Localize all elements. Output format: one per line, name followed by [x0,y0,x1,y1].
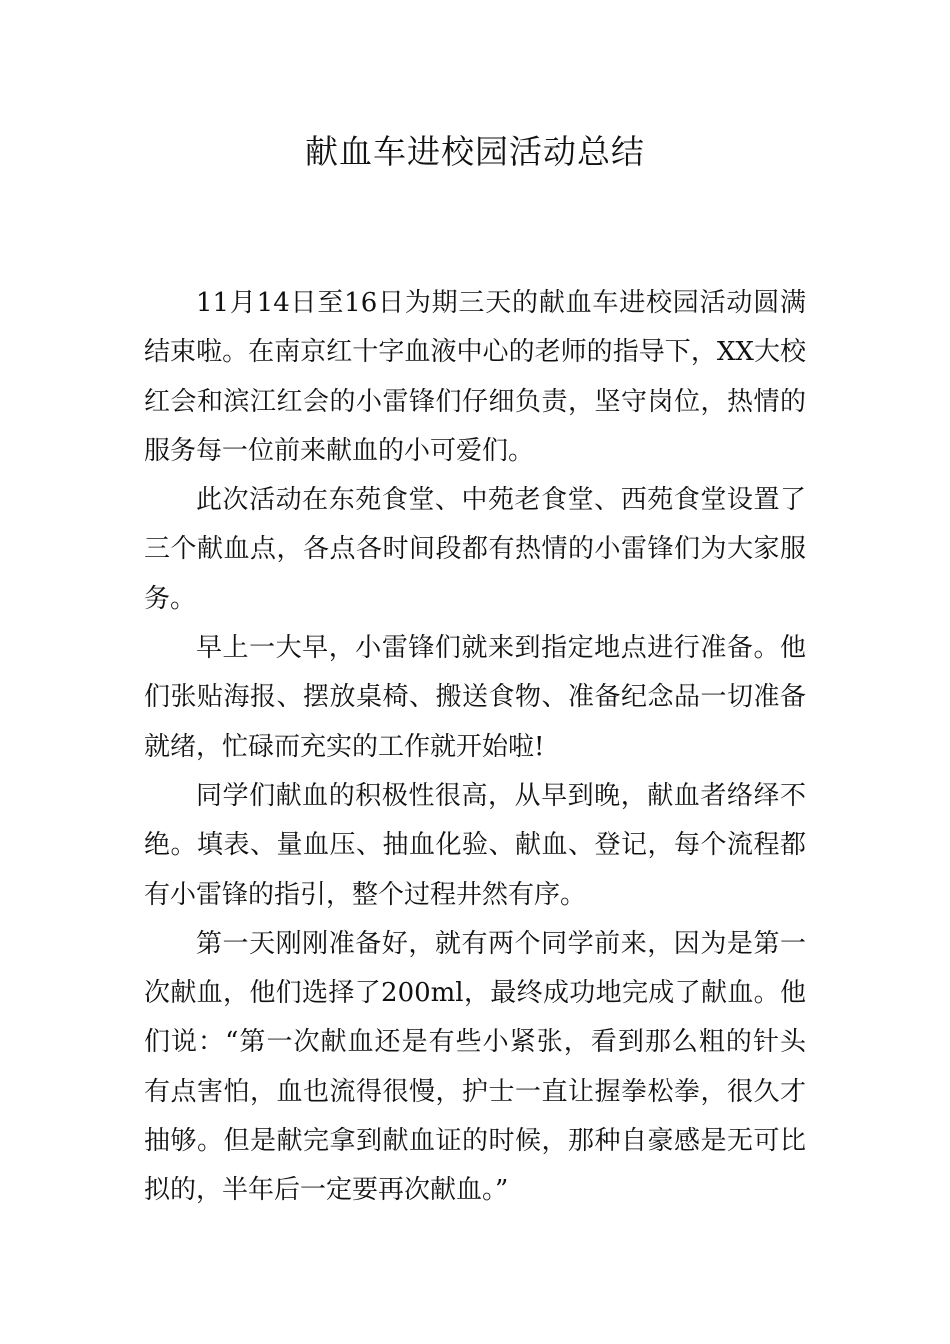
paragraph-5: 第一天刚刚准备好，就有两个同学前来，因为是第一次献血，他们选择了200ml，最终成功地完成了献血。他们说：“第一次献血还是有些小紧张，看到那么粗的针头有点害怕，血也流得很慢，护士一直让握拳松拳，很久才抽够。但是献完拿到献血证的时候，那种自豪感是无可比拟的，半年后一定要再次献血。” [144,928,806,1206]
document-title: 献血车进校园活动总结 [305,132,645,171]
paragraph-1: 11月14日至16日为期三天的献血车进校园活动圆满结束啦。在南京红十字血液中心的老师的指导下，XX大校红会和滨江红会的小雷锋们仔细负责，坚守岗位，热情的服务每一位前来献血的小可爱们。 [144,288,806,466]
paragraph-3: 早上一大早，小雷锋们就来到指定地点进行准备。他们张贴海报、摆放桌椅、搬送食物、准备纪念品一切准备就绪，忙碌而充实的工作就开始啦! [144,633,806,762]
paragraph-2: 此次活动在东苑食堂、中苑老食堂、西苑食堂设置了三个献血点，各点各时间段都有热情的小雷锋们为大家服务。 [144,485,806,614]
paragraph-4: 同学们献血的积极性很高，从早到晚，献血者络绎不绝。填表、量血压、抽血化验、献血、登记，每个流程都有小雷锋的指引，整个过程井然有序。 [144,780,806,910]
document-body [144,279,806,1216]
